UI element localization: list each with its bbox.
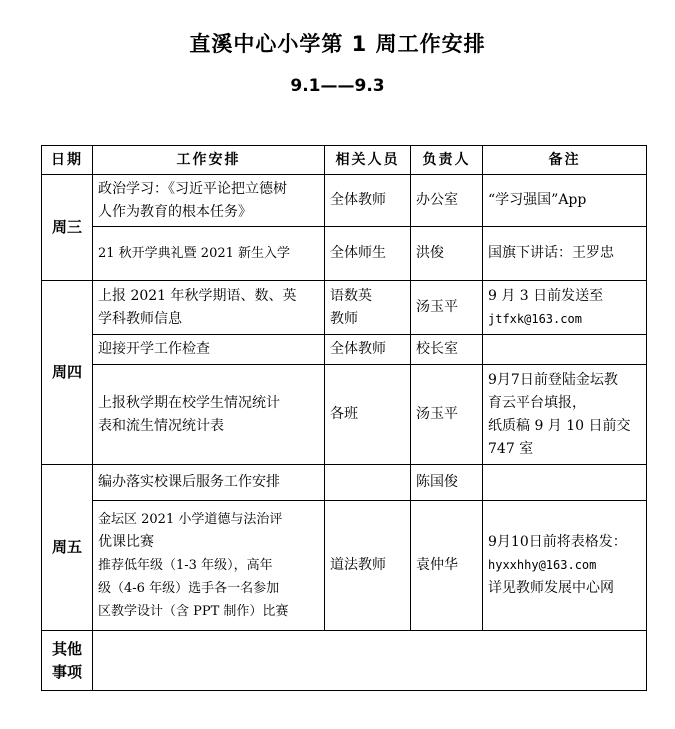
people-cell: 全体师生 (325, 227, 411, 281)
task-line: 人作为教育的根本任务》 (98, 203, 252, 220)
table-row (42, 365, 647, 465)
people-line: 语数英 (330, 287, 372, 304)
note-line: 国旗下讲话：王罗忠 (488, 245, 614, 261)
owner-cell: 汤玉平 (411, 281, 483, 335)
task-line: 优课比赛 (98, 534, 154, 550)
note-cell (483, 365, 647, 465)
task-cell (93, 281, 325, 335)
people-cell: 各班 (325, 365, 411, 465)
task-line: 推荐低年级（1-3 年级），高年 (98, 558, 273, 573)
people-cell (325, 465, 411, 501)
owner-cell: 办公室 (411, 175, 483, 227)
people-cell: 全体教师 (325, 175, 411, 227)
day-other (42, 631, 93, 691)
note-line: 纸质稿 9 月 10 日前交 (488, 417, 631, 434)
column-header-note: 备注 (483, 146, 647, 175)
task-cell (93, 335, 325, 365)
note-line: 9 月 3 日前发送至 (488, 287, 604, 304)
owner-cell: 袁仲华 (411, 501, 483, 631)
task-line: 学科教师信息 (98, 310, 182, 327)
task-cell (93, 365, 325, 465)
note-line: 9月7日前登陆金坛教 (488, 371, 618, 388)
day-thursday: 周四 (42, 281, 93, 465)
task-cell (93, 465, 325, 501)
task-line: 编办落实校课后服务工作安排 (98, 474, 280, 490)
people-cell: 全体教师 (325, 335, 411, 365)
note-email: jtfxk@163.com (488, 311, 582, 326)
people-cell: 道法教师 (325, 501, 411, 631)
page-title: 直溪中心小学第 1 周工作安排 (189, 32, 486, 56)
note-line: “学习强国”App (488, 192, 587, 208)
task-cell (93, 227, 325, 281)
task-line: 上报秋学期在校学生情况统计 (98, 394, 280, 411)
column-header-date: 日期 (42, 146, 93, 175)
table-row (42, 175, 647, 227)
task-line: 上报 2021 年秋学期语、数、英 (98, 287, 297, 304)
day-wednesday: 周三 (42, 175, 93, 281)
table-row (42, 281, 647, 335)
note-cell (483, 227, 647, 281)
task-line: 金坛区 2021 小学道德与法治评 (98, 512, 283, 527)
table-row (42, 335, 647, 365)
owner-cell: 洪俊 (411, 227, 483, 281)
day-other-line: 事项 (51, 662, 82, 681)
note-cell (483, 501, 647, 631)
note-line: 9月10日前将表格发： (488, 534, 627, 550)
owner-cell: 陈国俊 (411, 465, 483, 501)
people-cell (325, 281, 411, 335)
task-line: 政治学习：《习近平论把立德树 (98, 180, 287, 197)
table-header-row (42, 146, 647, 175)
column-header-task: 工作安排 (93, 146, 325, 175)
note-cell (483, 335, 647, 365)
other-matters-cell (93, 631, 647, 691)
column-header-people: 相关人员 (325, 146, 411, 175)
task-line: 21 秋开学典礼暨 2021 新生入学 (98, 246, 291, 261)
note-line: 育云平台填报， (488, 394, 586, 411)
note-cell (483, 175, 647, 227)
note-cell (483, 465, 647, 501)
date-range: 9.1——9.3 (290, 76, 385, 96)
task-cell (93, 501, 325, 631)
column-header-owner: 负责人 (411, 146, 483, 175)
day-friday: 周五 (42, 465, 93, 631)
task-cell (93, 175, 325, 227)
schedule-table (41, 145, 647, 691)
table-row (42, 501, 647, 631)
task-line: 区教学设计（含 PPT 制作）比赛 (98, 604, 289, 619)
owner-cell: 汤玉平 (411, 365, 483, 465)
note-line: 详见教师发展中心网 (488, 580, 614, 596)
table-row (42, 465, 647, 501)
task-line: 迎接开学工作检查 (98, 341, 210, 357)
day-other-line: 其他 (51, 639, 82, 658)
people-line: 教师 (330, 310, 358, 327)
table-row (42, 631, 647, 691)
note-cell (483, 281, 647, 335)
table-row (42, 227, 647, 281)
task-line: 表和流生情况统计表 (98, 417, 224, 434)
note-line: 747 室 (488, 440, 534, 457)
owner-cell: 校长室 (411, 335, 483, 365)
task-line: 级（4-6 年级）选手各一名参加 (98, 581, 280, 596)
note-email: hyxxhhy@163.com (488, 558, 597, 572)
